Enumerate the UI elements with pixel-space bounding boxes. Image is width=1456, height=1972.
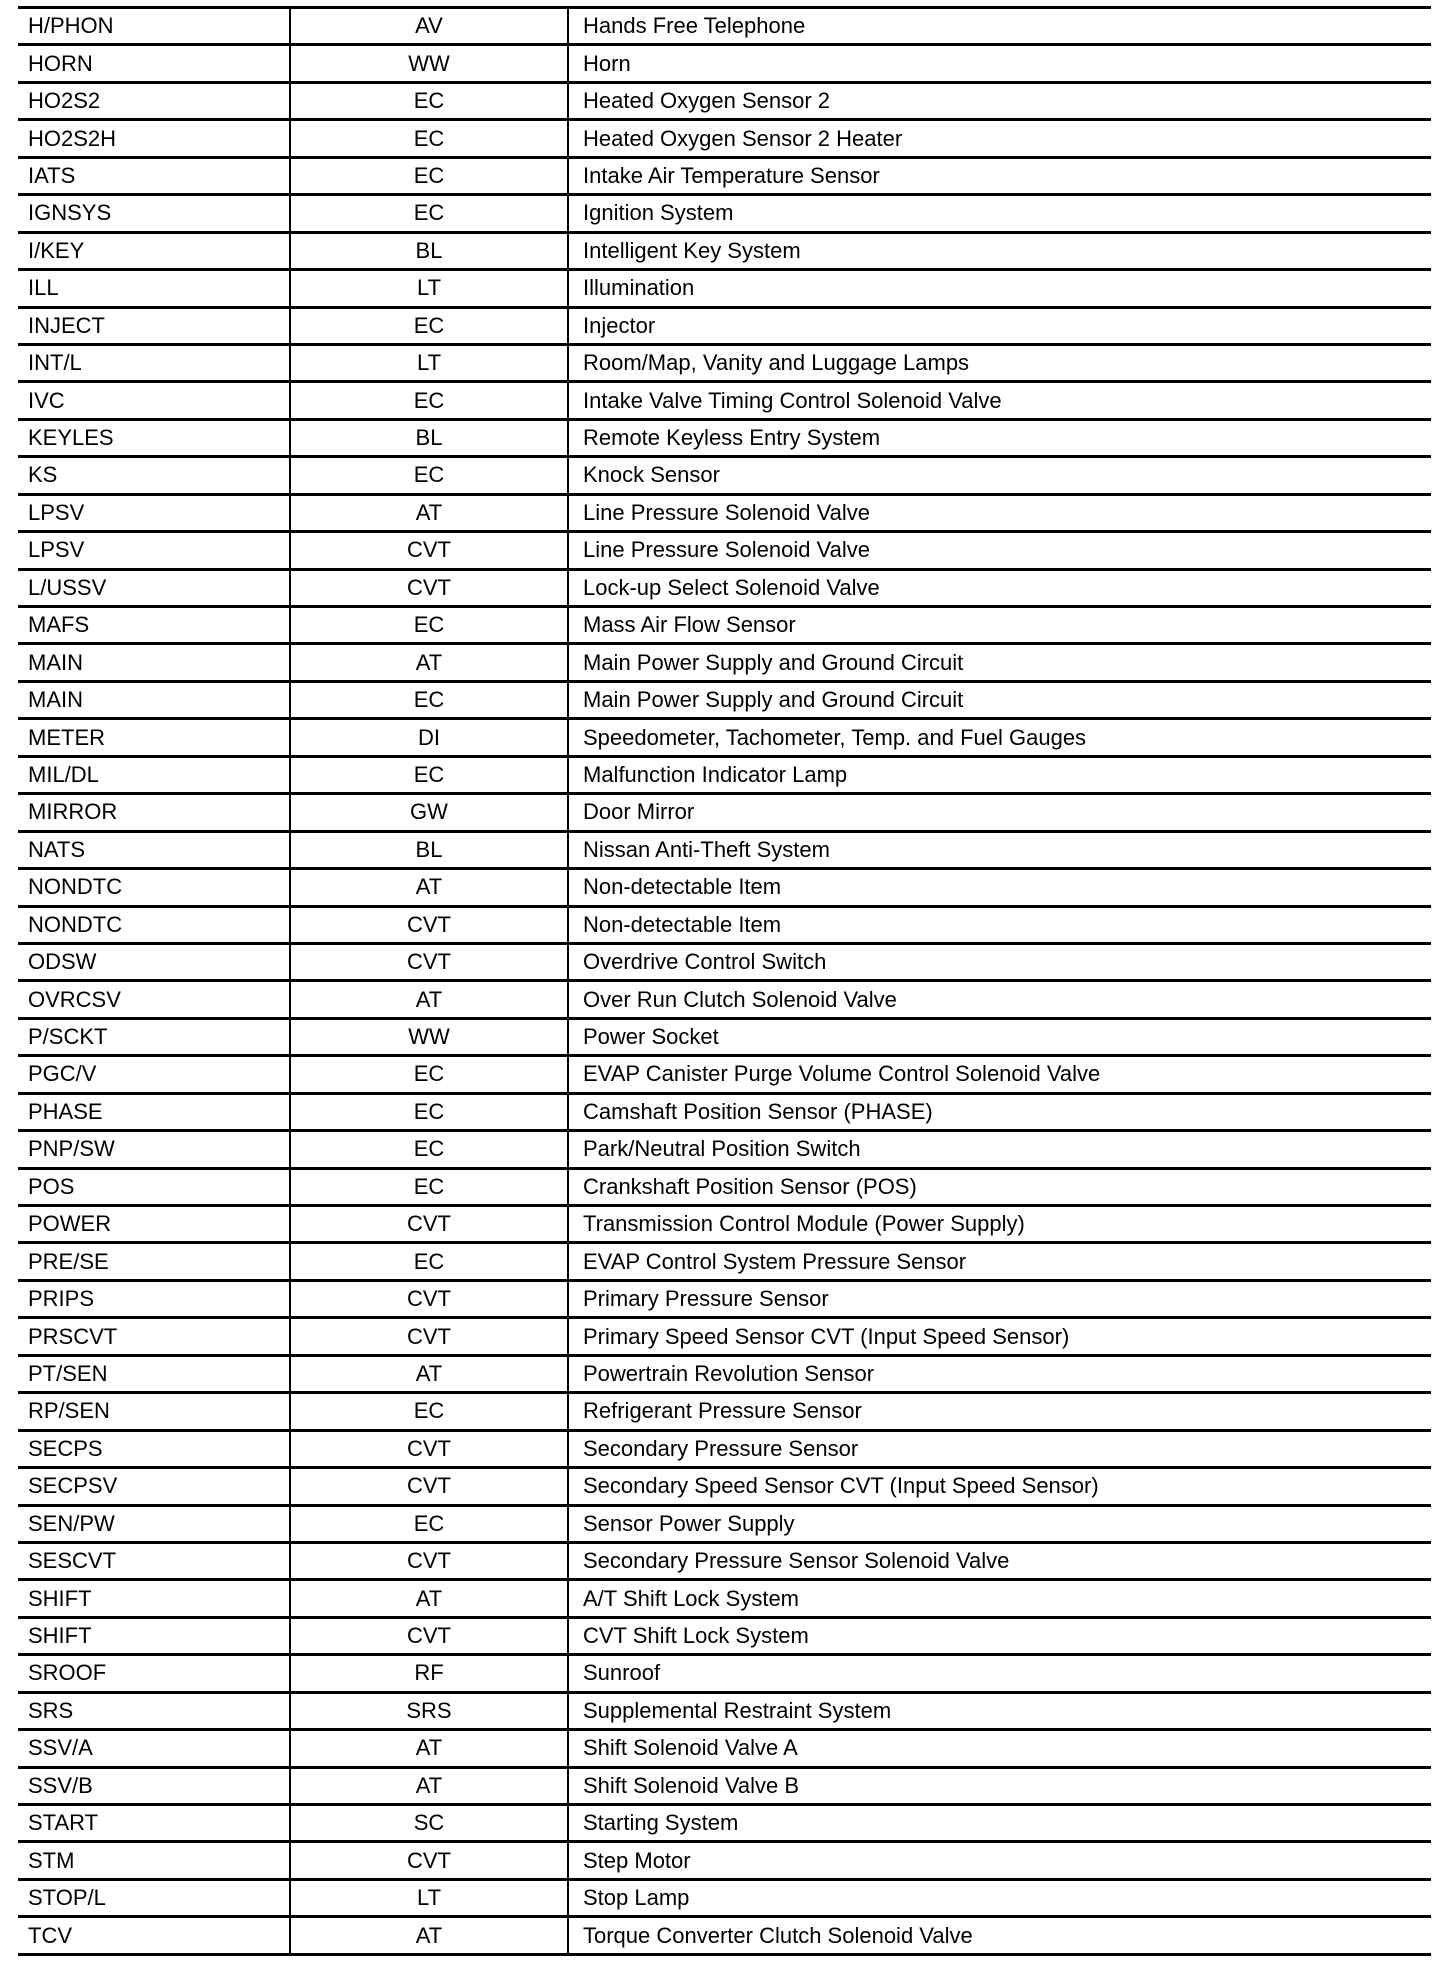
description-cell: Line Pressure Solenoid Valve [568, 494, 1431, 531]
description-cell: Intake Valve Timing Control Solenoid Valve [568, 382, 1431, 419]
section-cell: EC [290, 82, 568, 119]
description-cell: Intelligent Key System [568, 232, 1431, 269]
description-cell: Starting System [568, 1805, 1431, 1842]
section-cell: BL [290, 419, 568, 456]
section-cell: EC [290, 157, 568, 194]
abbreviation-cell: SECPSV [18, 1468, 290, 1505]
table-row [18, 120, 1431, 157]
description-cell: Heated Oxygen Sensor 2 [568, 82, 1431, 119]
abbreviation-cell: IATS [18, 157, 290, 194]
description-cell: Powertrain Revolution Sensor [568, 1355, 1431, 1392]
abbreviation-cell: MAFS [18, 607, 290, 644]
abbreviation-cell: SESCVT [18, 1542, 290, 1579]
section-cell: EC [290, 195, 568, 232]
description-cell: Secondary Pressure Sensor Solenoid Valve [568, 1542, 1431, 1579]
description-cell: Shift Solenoid Valve A [568, 1730, 1431, 1767]
table-row [18, 1280, 1431, 1317]
table-row [18, 1393, 1431, 1430]
description-cell: Transmission Control Module (Power Supply) [568, 1206, 1431, 1243]
abbreviation-cell: ODSW [18, 943, 290, 980]
table-row [18, 344, 1431, 381]
section-cell: AT [290, 869, 568, 906]
table-row [18, 906, 1431, 943]
table-row [18, 1805, 1431, 1842]
section-cell: EC [290, 382, 568, 419]
abbreviation-cell: MAIN [18, 644, 290, 681]
abbreviation-cell: PRIPS [18, 1280, 290, 1317]
table-row [18, 45, 1431, 82]
section-cell: CVT [290, 1468, 568, 1505]
section-cell: SRS [290, 1692, 568, 1729]
table-row [18, 457, 1431, 494]
section-cell: CVT [290, 943, 568, 980]
table-row [18, 1318, 1431, 1355]
abbreviation-cell: SROOF [18, 1655, 290, 1692]
section-cell: CVT [290, 532, 568, 569]
description-cell: Horn [568, 45, 1431, 82]
abbreviation-cell: SRS [18, 1692, 290, 1729]
table-row [18, 1655, 1431, 1692]
table-row [18, 719, 1431, 756]
table-row [18, 82, 1431, 119]
description-cell: EVAP Control System Pressure Sensor [568, 1243, 1431, 1280]
table-row [18, 607, 1431, 644]
table-row [18, 1767, 1431, 1804]
table-row [18, 644, 1431, 681]
table-row [18, 307, 1431, 344]
table-row [18, 1505, 1431, 1542]
abbreviation-cell: ILL [18, 270, 290, 307]
description-cell: Malfunction Indicator Lamp [568, 756, 1431, 793]
table-row [18, 1879, 1431, 1916]
abbreviation-cell: MIL/DL [18, 756, 290, 793]
section-cell: EC [290, 307, 568, 344]
description-cell: Over Run Clutch Solenoid Valve [568, 981, 1431, 1018]
abbreviation-cell: SHIFT [18, 1580, 290, 1617]
table-row [18, 1243, 1431, 1280]
abbreviation-cell: SEN/PW [18, 1505, 290, 1542]
section-cell: CVT [290, 1617, 568, 1654]
section-cell: SC [290, 1805, 568, 1842]
table-row [18, 1056, 1431, 1093]
abbreviation-cell: MIRROR [18, 794, 290, 831]
abbreviation-cell: LPSV [18, 494, 290, 531]
abbreviation-cell: P/SCKT [18, 1018, 290, 1055]
section-cell: AT [290, 1580, 568, 1617]
description-cell: Door Mirror [568, 794, 1431, 831]
abbreviation-cell: NATS [18, 831, 290, 868]
abbreviation-cell: PRSCVT [18, 1318, 290, 1355]
section-cell: CVT [290, 569, 568, 606]
description-cell: Crankshaft Position Sensor (POS) [568, 1168, 1431, 1205]
section-cell: AT [290, 1355, 568, 1392]
table-row [18, 1093, 1431, 1130]
section-cell: CVT [290, 1842, 568, 1879]
abbreviation-cell: NONDTC [18, 906, 290, 943]
table-row [18, 1542, 1431, 1579]
abbreviation-cell: HORN [18, 45, 290, 82]
section-cell: AT [290, 1730, 568, 1767]
table-row [18, 1692, 1431, 1729]
table-row [18, 1355, 1431, 1392]
abbreviation-cell: PGC/V [18, 1056, 290, 1093]
description-cell: Mass Air Flow Sensor [568, 607, 1431, 644]
abbreviation-cell: POS [18, 1168, 290, 1205]
section-cell: LT [290, 344, 568, 381]
section-cell: LT [290, 270, 568, 307]
abbreviation-table [18, 6, 1431, 1956]
abbreviation-cell: MAIN [18, 681, 290, 718]
section-cell: CVT [290, 1318, 568, 1355]
abbreviation-cell: RP/SEN [18, 1393, 290, 1430]
section-cell: AT [290, 1917, 568, 1954]
table-row [18, 1168, 1431, 1205]
section-cell: EC [290, 607, 568, 644]
section-cell: EC [290, 1168, 568, 1205]
description-cell: EVAP Canister Purge Volume Control Solenoid Valve [568, 1056, 1431, 1093]
table-row [18, 270, 1431, 307]
abbreviation-cell: PHASE [18, 1093, 290, 1130]
table-row [18, 1917, 1431, 1954]
section-cell: LT [290, 1879, 568, 1916]
description-cell: Refrigerant Pressure Sensor [568, 1393, 1431, 1430]
description-cell: Remote Keyless Entry System [568, 419, 1431, 456]
abbreviation-cell: SSV/B [18, 1767, 290, 1804]
description-cell: Secondary Pressure Sensor [568, 1430, 1431, 1467]
description-cell: Supplemental Restraint System [568, 1692, 1431, 1729]
table-row [18, 831, 1431, 868]
table-row [18, 1580, 1431, 1617]
description-cell: Speedometer, Tachometer, Temp. and Fuel Gauges [568, 719, 1431, 756]
description-cell: Main Power Supply and Ground Circuit [568, 644, 1431, 681]
section-cell: EC [290, 457, 568, 494]
description-cell: Main Power Supply and Ground Circuit [568, 681, 1431, 718]
table-row [18, 756, 1431, 793]
section-cell: GW [290, 794, 568, 831]
abbreviation-cell: METER [18, 719, 290, 756]
description-cell: Line Pressure Solenoid Valve [568, 532, 1431, 569]
table-row [18, 1430, 1431, 1467]
section-cell: EC [290, 1393, 568, 1430]
section-cell: BL [290, 831, 568, 868]
description-cell: Non-detectable Item [568, 906, 1431, 943]
section-cell: EC [290, 756, 568, 793]
abbreviation-cell: STM [18, 1842, 290, 1879]
description-cell: Nissan Anti-Theft System [568, 831, 1431, 868]
table-row [18, 8, 1431, 45]
description-cell: Torque Converter Clutch Solenoid Valve [568, 1917, 1431, 1954]
abbreviation-cell: PRE/SE [18, 1243, 290, 1280]
table-row [18, 1206, 1431, 1243]
abbreviation-cell: NONDTC [18, 869, 290, 906]
abbreviation-cell: HO2S2H [18, 120, 290, 157]
section-cell: CVT [290, 906, 568, 943]
section-cell: AT [290, 981, 568, 1018]
table-row [18, 1842, 1431, 1879]
abbreviation-cell: INT/L [18, 344, 290, 381]
description-cell: Knock Sensor [568, 457, 1431, 494]
abbreviation-cell: TCV [18, 1917, 290, 1954]
table-row [18, 494, 1431, 531]
abbreviation-cell: INJECT [18, 307, 290, 344]
description-cell: Step Motor [568, 1842, 1431, 1879]
section-cell: EC [290, 681, 568, 718]
section-cell: EC [290, 1505, 568, 1542]
abbreviation-cell: PNP/SW [18, 1131, 290, 1168]
abbreviation-cell: I/KEY [18, 232, 290, 269]
section-cell: RF [290, 1655, 568, 1692]
description-cell: Ignition System [568, 195, 1431, 232]
section-cell: WW [290, 45, 568, 82]
description-cell: Power Socket [568, 1018, 1431, 1055]
description-cell: Room/Map, Vanity and Luggage Lamps [568, 344, 1431, 381]
abbreviation-cell: SHIFT [18, 1617, 290, 1654]
table-row [18, 1018, 1431, 1055]
abbreviation-cell: L/USSV [18, 569, 290, 606]
abbreviation-cell: START [18, 1805, 290, 1842]
table-row [18, 943, 1431, 980]
table-row [18, 1131, 1431, 1168]
table-row [18, 532, 1431, 569]
section-cell: AT [290, 644, 568, 681]
abbreviation-cell: POWER [18, 1206, 290, 1243]
abbreviation-cell: SECPS [18, 1430, 290, 1467]
table-row [18, 1730, 1431, 1767]
table-row [18, 195, 1431, 232]
description-cell: Heated Oxygen Sensor 2 Heater [568, 120, 1431, 157]
table-row [18, 869, 1431, 906]
table-row [18, 981, 1431, 1018]
table-row [18, 382, 1431, 419]
section-cell: CVT [290, 1280, 568, 1317]
description-cell: Sunroof [568, 1655, 1431, 1692]
description-cell: Intake Air Temperature Sensor [568, 157, 1431, 194]
table-row [18, 794, 1431, 831]
description-cell: Primary Speed Sensor CVT (Input Speed Sensor) [568, 1318, 1431, 1355]
section-cell: EC [290, 1093, 568, 1130]
table-row [18, 1468, 1431, 1505]
table-row [18, 157, 1431, 194]
description-cell: A/T Shift Lock System [568, 1580, 1431, 1617]
description-cell: Non-detectable Item [568, 869, 1431, 906]
description-cell: Hands Free Telephone [568, 8, 1431, 45]
section-cell: EC [290, 1243, 568, 1280]
section-cell: CVT [290, 1430, 568, 1467]
section-cell: WW [290, 1018, 568, 1055]
abbreviation-cell: KS [18, 457, 290, 494]
abbreviation-cell: IVC [18, 382, 290, 419]
section-cell: EC [290, 1056, 568, 1093]
abbreviation-cell: PT/SEN [18, 1355, 290, 1392]
table-row [18, 232, 1431, 269]
abbreviation-cell: HO2S2 [18, 82, 290, 119]
description-cell: CVT Shift Lock System [568, 1617, 1431, 1654]
section-cell: AT [290, 494, 568, 531]
section-cell: AT [290, 1767, 568, 1804]
table-row [18, 681, 1431, 718]
abbreviation-cell: IGNSYS [18, 195, 290, 232]
description-cell: Stop Lamp [568, 1879, 1431, 1916]
section-cell: CVT [290, 1206, 568, 1243]
description-cell: Shift Solenoid Valve B [568, 1767, 1431, 1804]
abbreviation-cell: OVRCSV [18, 981, 290, 1018]
table-row [18, 1617, 1431, 1654]
description-cell: Primary Pressure Sensor [568, 1280, 1431, 1317]
section-cell: CVT [290, 1542, 568, 1579]
abbreviation-cell: STOP/L [18, 1879, 290, 1916]
abbreviation-cell: LPSV [18, 532, 290, 569]
description-cell: Camshaft Position Sensor (PHASE) [568, 1093, 1431, 1130]
description-cell: Overdrive Control Switch [568, 943, 1431, 980]
abbreviation-cell: SSV/A [18, 1730, 290, 1767]
table-row [18, 569, 1431, 606]
section-cell: EC [290, 120, 568, 157]
description-cell: Lock-up Select Solenoid Valve [568, 569, 1431, 606]
table-row [18, 419, 1431, 456]
section-cell: AV [290, 8, 568, 45]
description-cell: Injector [568, 307, 1431, 344]
description-cell: Park/Neutral Position Switch [568, 1131, 1431, 1168]
abbreviation-cell: H/PHON [18, 8, 290, 45]
section-cell: EC [290, 1131, 568, 1168]
table-body [18, 8, 1431, 1955]
abbreviation-cell: KEYLES [18, 419, 290, 456]
section-cell: DI [290, 719, 568, 756]
description-cell: Secondary Speed Sensor CVT (Input Speed Sensor) [568, 1468, 1431, 1505]
section-cell: BL [290, 232, 568, 269]
description-cell: Illumination [568, 270, 1431, 307]
description-cell: Sensor Power Supply [568, 1505, 1431, 1542]
